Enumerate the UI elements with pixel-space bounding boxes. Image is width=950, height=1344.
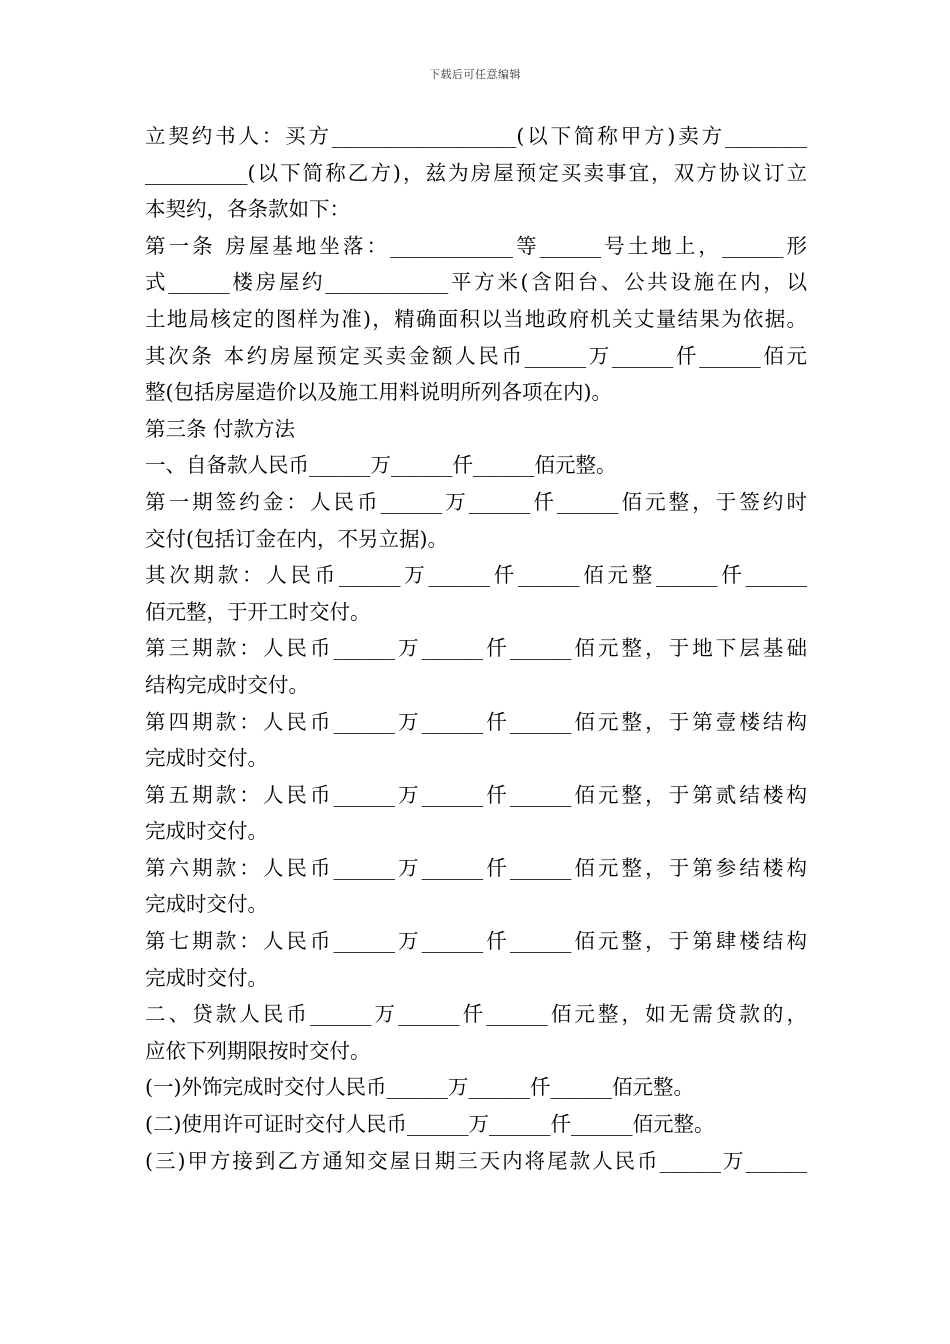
contract-line: 土地局核定的图样为准)，精确面积以当地政府机关丈量结果为依据。: [145, 306, 807, 331]
contract-line: 式______楼房屋约____________平方米(含阳台、公共设施在内，以: [145, 270, 807, 295]
contract-line: 结构完成时交付。: [145, 672, 309, 697]
contract-line: 第三期款：人民币______万______仟______佰元整，于地下层基础: [145, 636, 807, 661]
contract-line: 第六期款：人民币______万______仟______佰元整，于第参结楼构: [145, 855, 807, 880]
contract-line: 其次期款：人民币______万______仟______佰元整______仟______: [145, 563, 807, 588]
contract-line: (一)外饰完成时交付人民币______万______仟______佰元整。: [145, 1075, 694, 1100]
contract-line: 第七期款：人民币______万______仟______佰元整，于第肆楼结构: [145, 929, 807, 954]
contract-line: 第五期款：人民币______万______仟______佰元整，于第贰结楼构: [145, 782, 807, 807]
contract-line: 完成时交付。: [145, 746, 268, 771]
contract-line: 应依下列期限按时交付。: [145, 1038, 371, 1063]
contract-line: 完成时交付。: [145, 965, 268, 990]
contract-line: 本契约，各条款如下：: [145, 197, 350, 222]
contract-line: 整(包括房屋造价以及施工用料说明所列各项在内)。: [145, 380, 612, 405]
contract-line: __________(以下简称乙方)，兹为房屋预定买卖事宜，双方协议订立: [145, 160, 807, 185]
contract-line: 第一期签约金：人民币______万______仟______佰元整，于签约时: [145, 489, 807, 514]
contract-line: 第三条 付款方法: [145, 416, 296, 441]
contract-line: 立契约书人：买方__________________(以下简称甲方)卖方________: [145, 124, 807, 148]
contract-line: 佰元整，于开工时交付。: [145, 599, 371, 624]
page-header: 下载后可任意编辑: [429, 68, 521, 81]
contract-line: (三)甲方接到乙方通知交屋日期三天内将尾款人民币______万______: [145, 1148, 807, 1173]
contract-line: 完成时交付。: [145, 892, 268, 917]
contract-line: 第一条 房屋基地坐落：____________等______号土地上，______形: [145, 233, 807, 258]
contract-line: 其次条 本约房屋预定买卖金额人民币______万______仟______佰元: [145, 343, 807, 368]
contract-body: [145, 118, 807, 1179]
contract-line: 一、自备款人民币______万______仟______佰元整。: [145, 453, 617, 478]
contract-line: (二)使用许可证时交付人民币______万______仟______佰元整。: [145, 1112, 715, 1137]
contract-line: 交付(包括订金在内，不另立据)。: [145, 526, 448, 551]
contract-line: 二、贷款人民币______万______仟______佰元整，如无需贷款的，: [145, 1002, 807, 1027]
contract-line: 第四期款：人民币______万______仟______佰元整，于第壹楼结构: [145, 709, 807, 734]
contract-line: 完成时交付。: [145, 819, 268, 844]
